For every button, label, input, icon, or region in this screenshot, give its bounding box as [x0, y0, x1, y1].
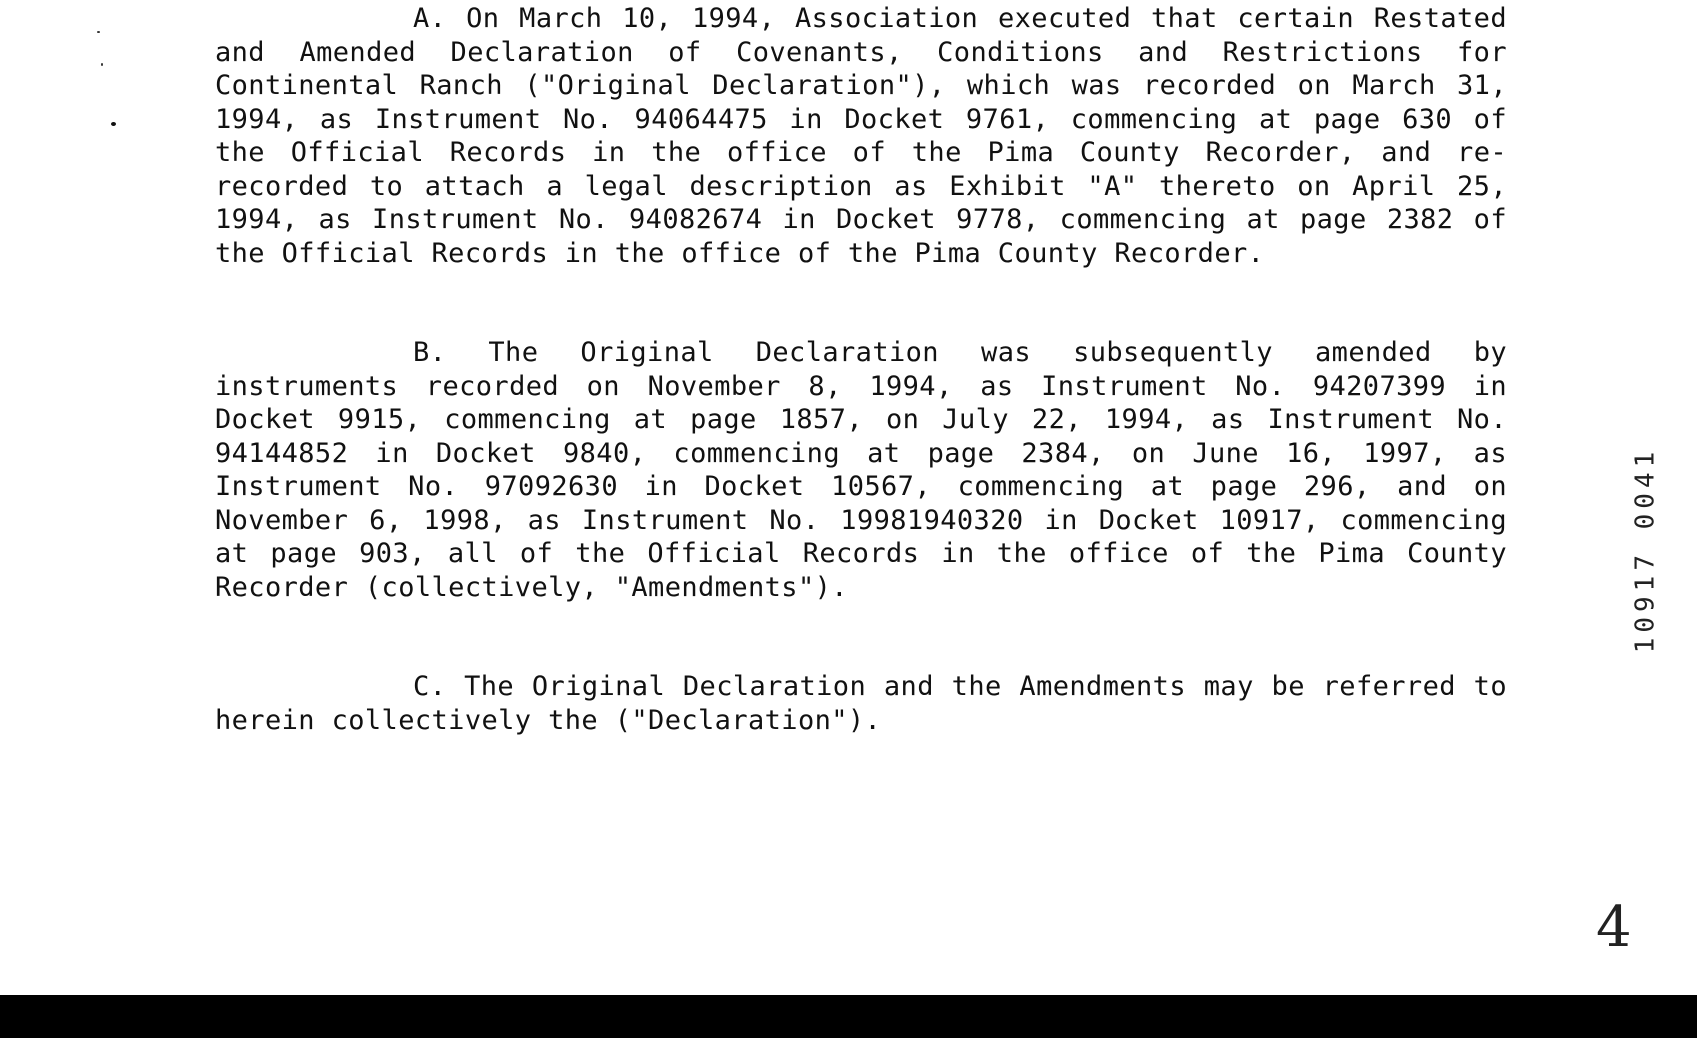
page-number: 4 — [1596, 895, 1632, 960]
recital-paragraph-c: C. The Original Declaration and the Amendments may be referred to herein collectively the ("Declaration"). — [215, 671, 1507, 736]
recital-paragraph-b: B. The Original Declaration was subsequently amended by instruments recorded on November 8, 1994, as Instrument No. 94207399 in Docket 9915, commencing at page 1857, on July 22, 1994, as Instrument No. 94144852 in Docket 9840, commencing at page 2384, on June 16, 1997, as Instrument No. 97092630 in Docket 10567, commencing at page 296, and on November 6, 1998, as Instrument No. 19981940320 in Docket 10917, commencing at page 903, all of the Official Records in the office of the Pima County Recorder (collectively, "Amendments"). — [215, 337, 1507, 603]
recital-paragraph-a: A. On March 10, 1994, Association executed that certain Restated and Amended Declaration of Covenants, Conditions and Restrictions for Continental Ranch ("Original Declaration"), which was recorded on March 31, 1994, as Instrument No. 94064475 in Docket 9761, commencing at page 630 of the Official Records in the office of the Pima County Recorder, and re-recorded to attach a legal description as Exhibit "A" thereto on April 25, 1994, as Instrument No. 94082674 in Docket 9778, commencing at page 2382 of the Official Records in the office of the Pima County Recorder. — [215, 3, 1507, 269]
docket-page-stamp-text: 10917 0041 — [1630, 446, 1661, 654]
scan-speck — [97, 31, 100, 33]
scan-speck — [101, 63, 103, 66]
scan-speck — [111, 122, 116, 126]
docket-page-stamp — [1625, 380, 1665, 720]
